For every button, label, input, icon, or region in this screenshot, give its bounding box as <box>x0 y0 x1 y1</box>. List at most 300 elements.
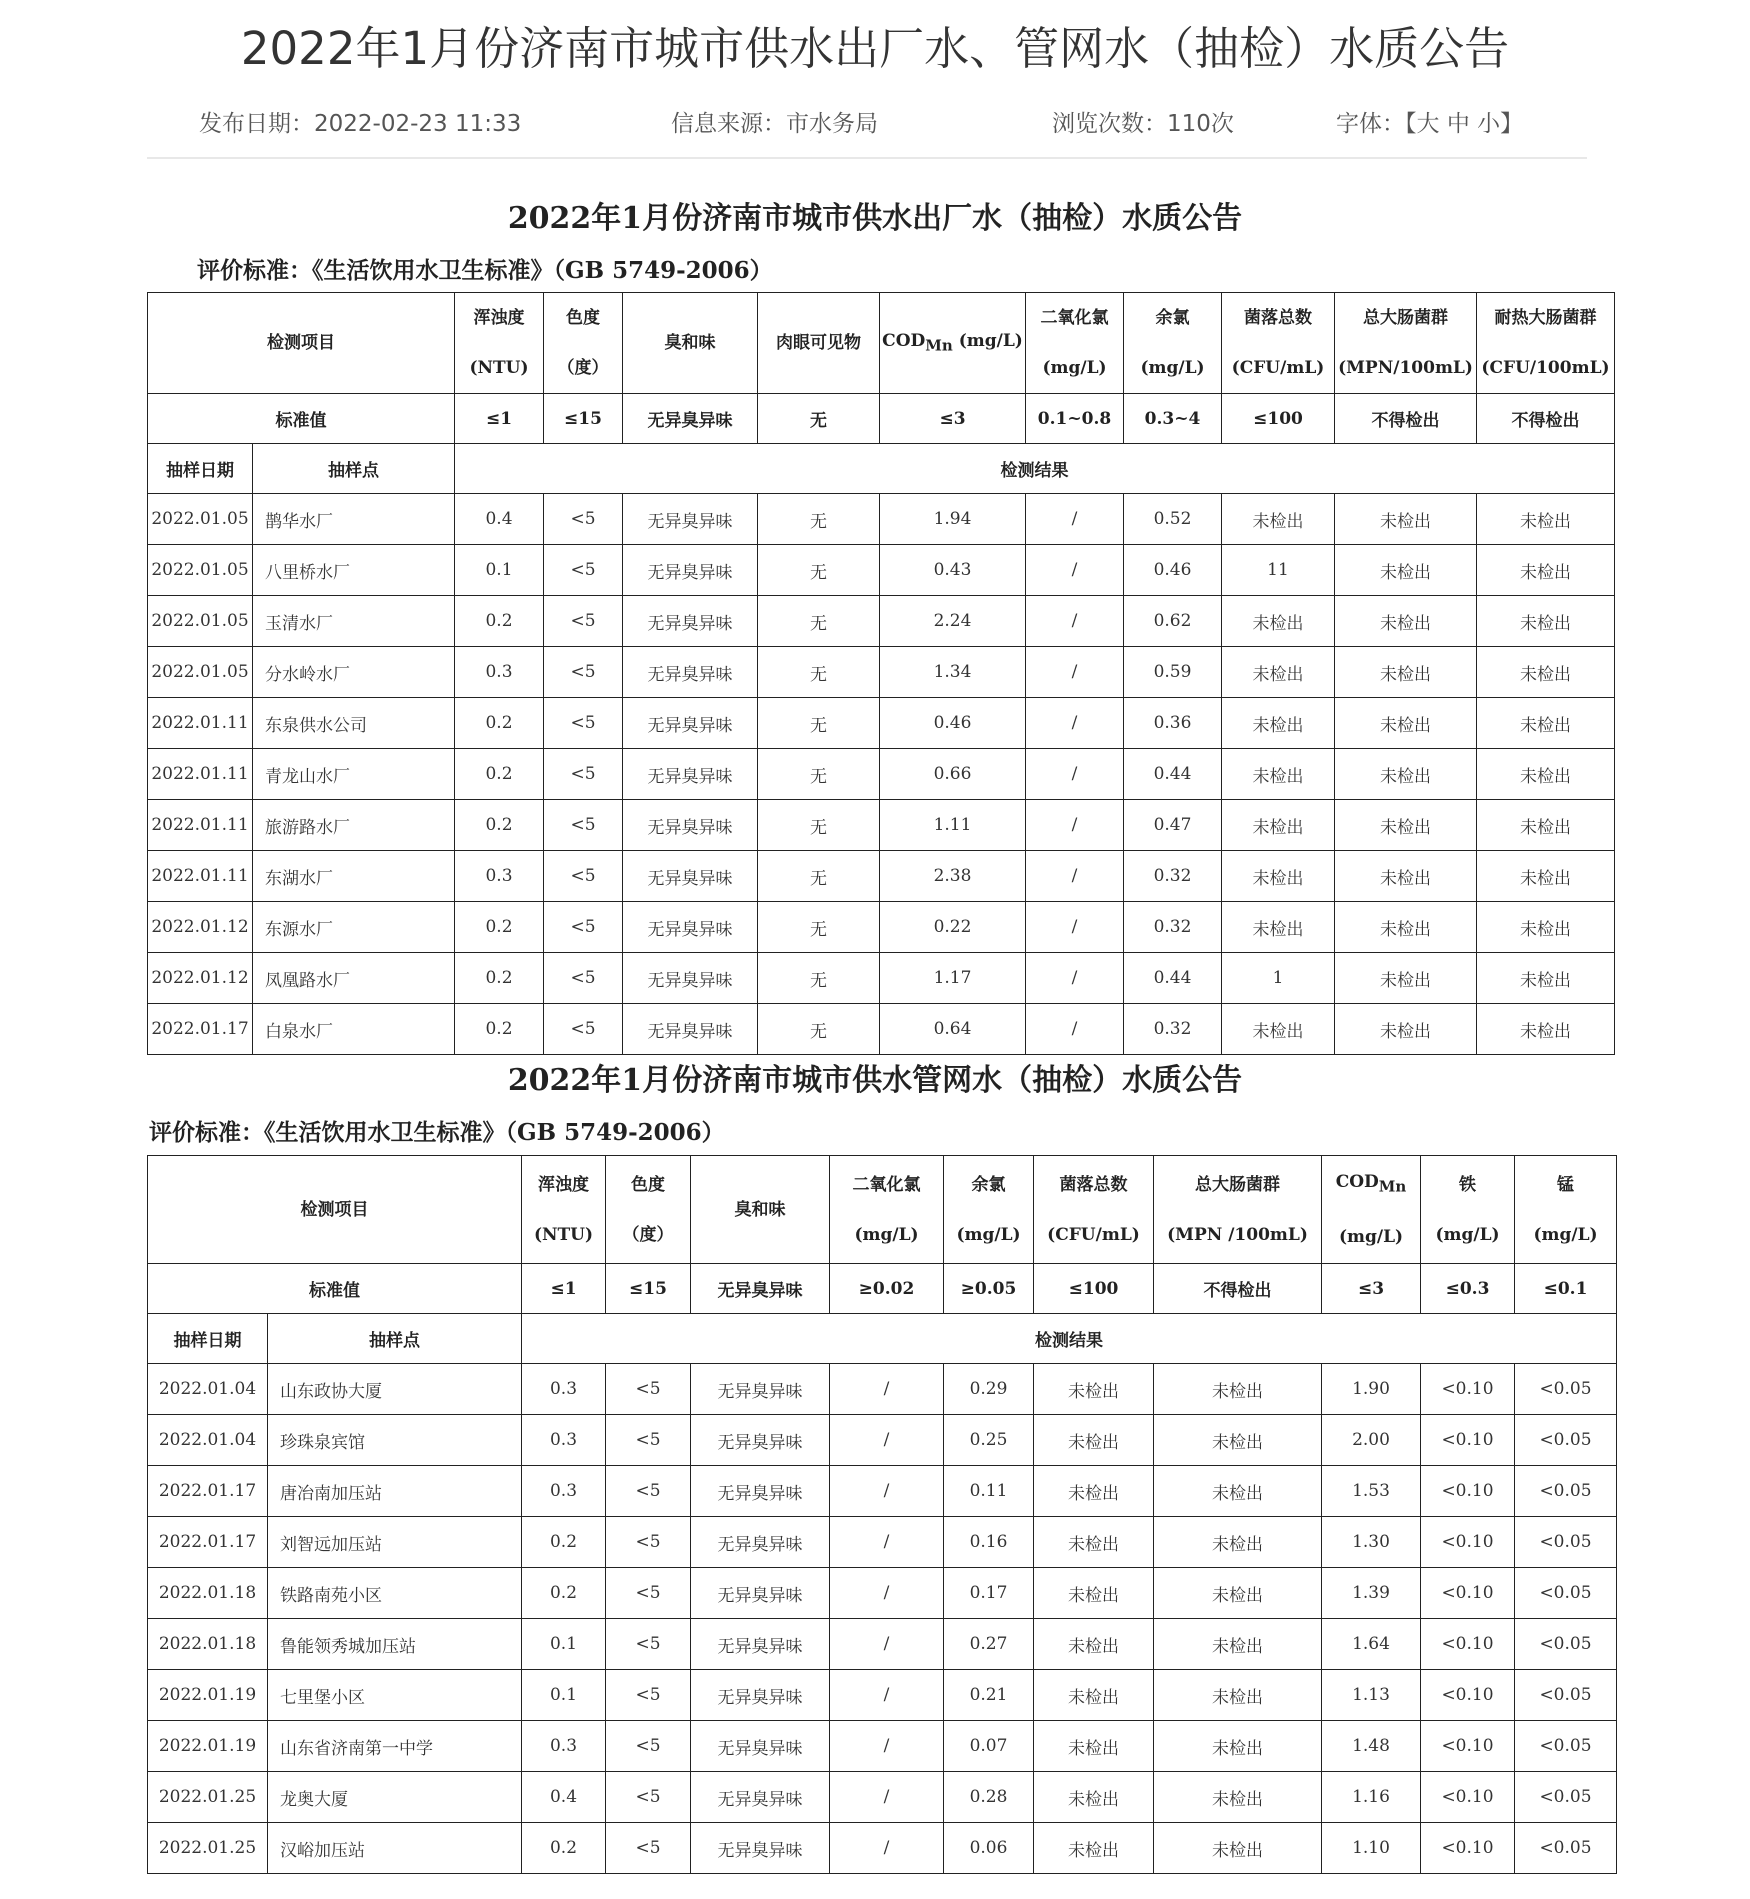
result-cell: 未检出 <box>1335 749 1477 800</box>
table-row <box>148 1823 1617 1874</box>
result-cell: / <box>830 1619 944 1670</box>
result-cell: <0.10 <box>1421 1517 1515 1568</box>
site-header: 抽样点 <box>253 444 455 494</box>
result-cell: 未检出 <box>1034 1364 1154 1415</box>
result-cell: / <box>1026 749 1124 800</box>
standard-cell: ≤100 <box>1222 394 1335 444</box>
result-cell: 未检出 <box>1034 1517 1154 1568</box>
result-cell: 11 <box>1222 545 1335 596</box>
result-cell: 未检出 <box>1154 1823 1322 1874</box>
result-cell: 未检出 <box>1222 749 1335 800</box>
result-cell: <0.10 <box>1421 1823 1515 1874</box>
header-cell: 肉眼可见物 <box>758 293 880 394</box>
sample-site: 凤凰路水厂 <box>253 953 455 1004</box>
network-header-row <box>148 1156 1617 1264</box>
result-cell: 无异臭异味 <box>691 1772 830 1823</box>
result-cell: 无异臭异味 <box>623 647 758 698</box>
result-cell: 未检出 <box>1335 647 1477 698</box>
result-cell: <5 <box>544 545 623 596</box>
date-header: 抽样日期 <box>148 1314 268 1364</box>
result-cell: 0.28 <box>944 1772 1034 1823</box>
result-cell: 0.16 <box>944 1517 1034 1568</box>
result-cell: 0.3 <box>455 647 544 698</box>
result-cell: 0.66 <box>880 749 1026 800</box>
result-cell: <5 <box>544 953 623 1004</box>
header-cell: 菌落总数 (CFU/mL) <box>1034 1156 1154 1264</box>
header-cell: 臭和味 <box>691 1156 830 1264</box>
result-cell: 0.11 <box>944 1466 1034 1517</box>
standard-cell: ≥0.05 <box>944 1264 1034 1314</box>
result-cell: 0.2 <box>455 800 544 851</box>
result-cell: <5 <box>606 1466 691 1517</box>
sample-site: 八里桥水厂 <box>253 545 455 596</box>
result-cell: / <box>1026 698 1124 749</box>
result-cell: 未检出 <box>1477 953 1615 1004</box>
result-cell: <0.05 <box>1515 1670 1617 1721</box>
table-row <box>148 1721 1617 1772</box>
table-row <box>148 1004 1615 1055</box>
result-cell: 无异臭异味 <box>691 1517 830 1568</box>
result-cell: 未检出 <box>1034 1466 1154 1517</box>
sample-date: 2022.01.19 <box>148 1670 268 1721</box>
result-cell: 0.2 <box>455 953 544 1004</box>
sample-date: 2022.01.18 <box>148 1619 268 1670</box>
sample-site: 汉峪加压站 <box>268 1823 522 1874</box>
result-cell: 未检出 <box>1154 1619 1322 1670</box>
result-cell: 0.62 <box>1124 596 1222 647</box>
result-cell: 0.44 <box>1124 749 1222 800</box>
result-cell: 1.16 <box>1322 1772 1421 1823</box>
result-cell: 未检出 <box>1154 1568 1322 1619</box>
sample-date: 2022.01.25 <box>148 1823 268 1874</box>
sample-date: 2022.01.19 <box>148 1721 268 1772</box>
table-row <box>148 1670 1617 1721</box>
result-cell: <5 <box>544 749 623 800</box>
result-cell: <5 <box>544 800 623 851</box>
result-cell: 未检出 <box>1222 1004 1335 1055</box>
table-row <box>148 749 1615 800</box>
network-subheader-row <box>148 1314 1617 1364</box>
result-cell: 未检出 <box>1335 800 1477 851</box>
sample-site: 分水岭水厂 <box>253 647 455 698</box>
result-cell: 未检出 <box>1222 902 1335 953</box>
result-cell: 未检出 <box>1477 902 1615 953</box>
sample-date: 2022.01.18 <box>148 1568 268 1619</box>
factory-water-table <box>147 292 1615 1055</box>
result-cell: 未检出 <box>1335 698 1477 749</box>
sample-date: 2022.01.05 <box>148 647 253 698</box>
table-row <box>148 1364 1617 1415</box>
result-cell: 未检出 <box>1335 851 1477 902</box>
result-cell: <5 <box>606 1772 691 1823</box>
table-row <box>148 800 1615 851</box>
result-cell: <5 <box>544 494 623 545</box>
result-cell: 0.43 <box>880 545 1026 596</box>
standard-cell: 不得检出 <box>1477 394 1615 444</box>
result-cell: 未检出 <box>1034 1670 1154 1721</box>
sample-site: 刘智远加压站 <box>268 1517 522 1568</box>
result-cell: 0.2 <box>455 749 544 800</box>
result-cell: 未检出 <box>1477 1004 1615 1055</box>
standard-cell: ≤100 <box>1034 1264 1154 1314</box>
result-cell: 未检出 <box>1335 596 1477 647</box>
factory-section-title: 2022年1月份济南市城市供水出厂水（抽检）水质公告 <box>507 201 1243 236</box>
result-cell: <5 <box>606 1415 691 1466</box>
sample-site: 山东政协大厦 <box>268 1364 522 1415</box>
header-cell: 二氧化氯 (mg/L) <box>830 1156 944 1264</box>
result-cell: 0.2 <box>455 596 544 647</box>
result-cell: 无 <box>758 494 880 545</box>
sample-site: 旅游路水厂 <box>253 800 455 851</box>
sample-site: 珍珠泉宾馆 <box>268 1415 522 1466</box>
result-cell: 1.94 <box>880 494 1026 545</box>
result-cell: 未检出 <box>1335 494 1477 545</box>
result-cell: <5 <box>544 851 623 902</box>
result-cell: 未检出 <box>1154 1670 1322 1721</box>
result-cell: 0.2 <box>455 698 544 749</box>
standard-cell: ≤0.1 <box>1515 1264 1617 1314</box>
result-cell: 无异臭异味 <box>691 1721 830 1772</box>
sample-site: 东泉供水公司 <box>253 698 455 749</box>
result-cell: 未检出 <box>1034 1772 1154 1823</box>
header-cell: 色度 （度） <box>544 293 623 394</box>
result-cell: <0.05 <box>1515 1619 1617 1670</box>
result-header: 检测结果 <box>455 444 1615 494</box>
header-cell: 余氯 (mg/L) <box>1124 293 1222 394</box>
result-cell: 无异臭异味 <box>691 1568 830 1619</box>
sample-date: 2022.01.17 <box>148 1517 268 1568</box>
result-header: 检测结果 <box>522 1314 1617 1364</box>
sample-date: 2022.01.17 <box>148 1466 268 1517</box>
sample-date: 2022.01.12 <box>148 953 253 1004</box>
result-cell: / <box>1026 953 1124 1004</box>
result-cell: 无 <box>758 851 880 902</box>
result-cell: / <box>1026 545 1124 596</box>
table-row <box>148 698 1615 749</box>
header-cell: 二氧化氯 (mg/L) <box>1026 293 1124 394</box>
result-cell: <5 <box>544 596 623 647</box>
sample-date: 2022.01.05 <box>148 494 253 545</box>
result-cell: 0.21 <box>944 1670 1034 1721</box>
sample-site: 七里堡小区 <box>268 1670 522 1721</box>
sample-site: 玉清水厂 <box>253 596 455 647</box>
result-cell: 0.3 <box>522 1466 606 1517</box>
result-cell: 未检出 <box>1222 647 1335 698</box>
result-cell: <5 <box>606 1619 691 1670</box>
header-cell: 浑浊度 (NTU) <box>455 293 544 394</box>
font-bracket-open: 【 <box>1405 111 1417 137</box>
result-cell: 无 <box>758 800 880 851</box>
result-cell: 0.2 <box>522 1568 606 1619</box>
result-cell: 无异臭异味 <box>691 1466 830 1517</box>
result-cell: 无异臭异味 <box>623 698 758 749</box>
result-cell: 1.53 <box>1322 1466 1421 1517</box>
result-cell: 未检出 <box>1222 596 1335 647</box>
factory-standard-note: 评价标准：《生活饮用水卫生标准》（GB 5749-2006） <box>197 257 773 284</box>
header-cell: 检测项目 <box>148 293 455 394</box>
result-cell: 无 <box>758 749 880 800</box>
result-cell: 1.17 <box>880 953 1026 1004</box>
sample-site: 唐冶南加压站 <box>268 1466 522 1517</box>
standard-cell: ≥0.02 <box>830 1264 944 1314</box>
font-size-medium-link[interactable]: 中 <box>1446 111 1470 137</box>
result-cell: 1.10 <box>1322 1823 1421 1874</box>
sample-date: 2022.01.11 <box>148 749 253 800</box>
font-size-switcher <box>1336 105 1523 138</box>
result-cell: 未检出 <box>1477 647 1615 698</box>
result-cell: <0.05 <box>1515 1517 1617 1568</box>
result-cell: / <box>1026 647 1124 698</box>
result-cell: 2.00 <box>1322 1415 1421 1466</box>
table-row <box>148 1568 1617 1619</box>
result-cell: <0.05 <box>1515 1364 1617 1415</box>
table-row <box>148 1619 1617 1670</box>
result-cell: <0.10 <box>1421 1721 1515 1772</box>
result-cell: 0.07 <box>944 1721 1034 1772</box>
table-row <box>148 1517 1617 1568</box>
font-size-label: 字体： <box>1336 111 1405 137</box>
standard-cell: 0.3~4 <box>1124 394 1222 444</box>
result-cell: 0.27 <box>944 1619 1034 1670</box>
result-cell: 1.34 <box>880 647 1026 698</box>
result-cell: 0.25 <box>944 1415 1034 1466</box>
table-row <box>148 1415 1617 1466</box>
result-cell: / <box>1026 902 1124 953</box>
header-cell: 耐热大肠菌群 (CFU/100mL) <box>1477 293 1615 394</box>
result-cell: 未检出 <box>1154 1364 1322 1415</box>
table-row <box>148 596 1615 647</box>
result-cell: 未检出 <box>1222 851 1335 902</box>
result-cell: 0.1 <box>522 1619 606 1670</box>
result-cell: 0.46 <box>1124 545 1222 596</box>
standard-cell: 无异臭异味 <box>623 394 758 444</box>
result-cell: 0.3 <box>522 1364 606 1415</box>
result-cell: 1.13 <box>1322 1670 1421 1721</box>
result-cell: / <box>1026 494 1124 545</box>
header-cell: 总大肠菌群 (MPN /100mL) <box>1154 1156 1322 1264</box>
result-cell: 未检出 <box>1477 596 1615 647</box>
network-water-table <box>147 1155 1617 1874</box>
sample-date: 2022.01.25 <box>148 1772 268 1823</box>
standard-cell: ≤15 <box>544 394 623 444</box>
result-cell: 未检出 <box>1034 1415 1154 1466</box>
result-cell: 0.06 <box>944 1823 1034 1874</box>
sample-site: 铁路南苑小区 <box>268 1568 522 1619</box>
header-cell: $COD_{Mn}$ (mg/L) <box>1322 1156 1421 1264</box>
table-row <box>148 902 1615 953</box>
result-cell: / <box>830 1415 944 1466</box>
result-cell: 无 <box>758 953 880 1004</box>
standard-cell: ≤0.3 <box>1421 1264 1515 1314</box>
sample-date: 2022.01.12 <box>148 902 253 953</box>
result-cell: / <box>830 1721 944 1772</box>
result-cell: 0.2 <box>455 902 544 953</box>
table-row <box>148 1772 1617 1823</box>
result-cell: 未检出 <box>1335 1004 1477 1055</box>
result-cell: <0.05 <box>1515 1823 1617 1874</box>
result-cell: 未检出 <box>1222 698 1335 749</box>
table-row <box>148 545 1615 596</box>
result-cell: 0.47 <box>1124 800 1222 851</box>
result-cell: 未检出 <box>1222 800 1335 851</box>
result-cell: 未检出 <box>1154 1772 1322 1823</box>
result-cell: <0.10 <box>1421 1466 1515 1517</box>
sample-date: 2022.01.04 <box>148 1415 268 1466</box>
result-cell: <0.10 <box>1421 1772 1515 1823</box>
result-cell: / <box>830 1364 944 1415</box>
result-cell: 0.29 <box>944 1364 1034 1415</box>
standard-cell: ≤1 <box>455 394 544 444</box>
result-cell: 无异臭异味 <box>691 1823 830 1874</box>
result-cell: <0.05 <box>1515 1772 1617 1823</box>
table-row <box>148 647 1615 698</box>
sample-date: 2022.01.11 <box>148 800 253 851</box>
result-cell: 无异臭异味 <box>623 545 758 596</box>
result-cell: <5 <box>606 1517 691 1568</box>
result-cell: 无 <box>758 698 880 749</box>
result-cell: 无异臭异味 <box>691 1619 830 1670</box>
result-cell: 0.3 <box>522 1415 606 1466</box>
header-cell: 臭和味 <box>623 293 758 394</box>
result-cell: 未检出 <box>1034 1568 1154 1619</box>
header-cell: 锰 (mg/L) <box>1515 1156 1617 1264</box>
sample-site: 鲁能领秀城加压站 <box>268 1619 522 1670</box>
publish-date: 发布日期：2022-02-23 11:33 <box>199 111 522 137</box>
result-cell: 未检出 <box>1034 1823 1154 1874</box>
header-cell: 菌落总数 (CFU/mL) <box>1222 293 1335 394</box>
standard-label: 标准值 <box>148 1264 522 1314</box>
factory-subheader-row <box>148 444 1615 494</box>
result-cell: 无 <box>758 545 880 596</box>
result-cell: / <box>830 1568 944 1619</box>
sample-site: 东源水厂 <box>253 902 455 953</box>
result-cell: 未检出 <box>1154 1517 1322 1568</box>
result-cell: 1.30 <box>1322 1517 1421 1568</box>
standard-label: 标准值 <box>148 394 455 444</box>
result-cell: <0.05 <box>1515 1466 1617 1517</box>
sample-site: 鹊华水厂 <box>253 494 455 545</box>
result-cell: 0.4 <box>522 1772 606 1823</box>
result-cell: 2.24 <box>880 596 1026 647</box>
result-cell: 未检出 <box>1335 953 1477 1004</box>
result-cell: / <box>1026 851 1124 902</box>
result-cell: 0.17 <box>944 1568 1034 1619</box>
result-cell: / <box>1026 1004 1124 1055</box>
result-cell: <0.10 <box>1421 1619 1515 1670</box>
result-cell: 0.1 <box>455 545 544 596</box>
result-cell: <0.05 <box>1515 1721 1617 1772</box>
standard-cell: ≤3 <box>1322 1264 1421 1314</box>
font-size-small-link[interactable]: 小 <box>1477 111 1501 137</box>
factory-standard-row <box>148 394 1615 444</box>
result-cell: 无 <box>758 596 880 647</box>
sample-site: 东湖水厂 <box>253 851 455 902</box>
result-cell: / <box>830 1670 944 1721</box>
result-cell: 未检出 <box>1034 1619 1154 1670</box>
sample-date: 2022.01.05 <box>148 596 253 647</box>
result-cell: 0.46 <box>880 698 1026 749</box>
sample-date: 2022.01.11 <box>148 851 253 902</box>
sample-date: 2022.01.04 <box>148 1364 268 1415</box>
result-cell: 无异臭异味 <box>691 1364 830 1415</box>
result-cell: <5 <box>544 647 623 698</box>
header-cell: 余氯 (mg/L) <box>944 1156 1034 1264</box>
result-cell: 未检出 <box>1477 545 1615 596</box>
result-cell: 未检出 <box>1335 545 1477 596</box>
result-cell: 2.38 <box>880 851 1026 902</box>
result-cell: 未检出 <box>1477 698 1615 749</box>
table-row <box>148 953 1615 1004</box>
result-cell: / <box>830 1517 944 1568</box>
result-cell: 无 <box>758 1004 880 1055</box>
sample-site: 青龙山水厂 <box>253 749 455 800</box>
sample-date: 2022.01.17 <box>148 1004 253 1055</box>
result-cell: 未检出 <box>1477 851 1615 902</box>
sample-date: 2022.01.05 <box>148 545 253 596</box>
result-cell: 0.59 <box>1124 647 1222 698</box>
result-cell: 0.2 <box>455 1004 544 1055</box>
divider <box>147 157 1587 159</box>
result-cell: 未检出 <box>1154 1415 1322 1466</box>
result-cell: <5 <box>544 698 623 749</box>
result-cell: 1.48 <box>1322 1721 1421 1772</box>
network-section-title: 2022年1月份济南市城市供水管网水（抽检）水质公告 <box>507 1063 1243 1098</box>
result-cell: <0.10 <box>1421 1568 1515 1619</box>
header-cell: 色度 （度） <box>606 1156 691 1264</box>
result-cell: 无异臭异味 <box>691 1415 830 1466</box>
standard-cell: 不得检出 <box>1154 1264 1322 1314</box>
result-cell: <5 <box>606 1670 691 1721</box>
network-standard-row <box>148 1264 1617 1314</box>
site-header: 抽样点 <box>268 1314 522 1364</box>
result-cell: 0.64 <box>880 1004 1026 1055</box>
result-cell: <5 <box>606 1823 691 1874</box>
result-cell: <5 <box>606 1721 691 1772</box>
result-cell: 0.1 <box>522 1670 606 1721</box>
result-cell: 未检出 <box>1222 494 1335 545</box>
result-cell: 无异臭异味 <box>623 851 758 902</box>
standard-cell: 不得检出 <box>1335 394 1477 444</box>
result-cell: 0.32 <box>1124 1004 1222 1055</box>
result-cell: / <box>830 1466 944 1517</box>
result-cell: 0.32 <box>1124 902 1222 953</box>
factory-header-row <box>148 293 1615 394</box>
result-cell: 1.90 <box>1322 1364 1421 1415</box>
font-bracket-close: 】 <box>1500 111 1524 137</box>
result-cell: 无异臭异味 <box>623 749 758 800</box>
result-cell: 0.3 <box>522 1721 606 1772</box>
font-size-large-link[interactable]: 大 <box>1416 111 1440 137</box>
info-source: 信息来源：市水务局 <box>671 111 878 137</box>
result-cell: <0.10 <box>1421 1415 1515 1466</box>
standard-cell: ≤1 <box>522 1264 606 1314</box>
view-count: 浏览次数：110次 <box>1052 111 1234 137</box>
result-cell: 无异臭异味 <box>623 494 758 545</box>
result-cell: 0.32 <box>1124 851 1222 902</box>
result-cell: <5 <box>544 902 623 953</box>
table-row <box>148 1466 1617 1517</box>
result-cell: 无异臭异味 <box>623 902 758 953</box>
header-cell: 铁 (mg/L) <box>1421 1156 1515 1264</box>
result-cell: 无异臭异味 <box>623 1004 758 1055</box>
result-cell: 1 <box>1222 953 1335 1004</box>
sample-site: 白泉水厂 <box>253 1004 455 1055</box>
result-cell: 0.2 <box>522 1823 606 1874</box>
result-cell: 未检出 <box>1335 902 1477 953</box>
sample-date: 2022.01.11 <box>148 698 253 749</box>
result-cell: <0.05 <box>1515 1415 1617 1466</box>
result-cell: 无 <box>758 902 880 953</box>
